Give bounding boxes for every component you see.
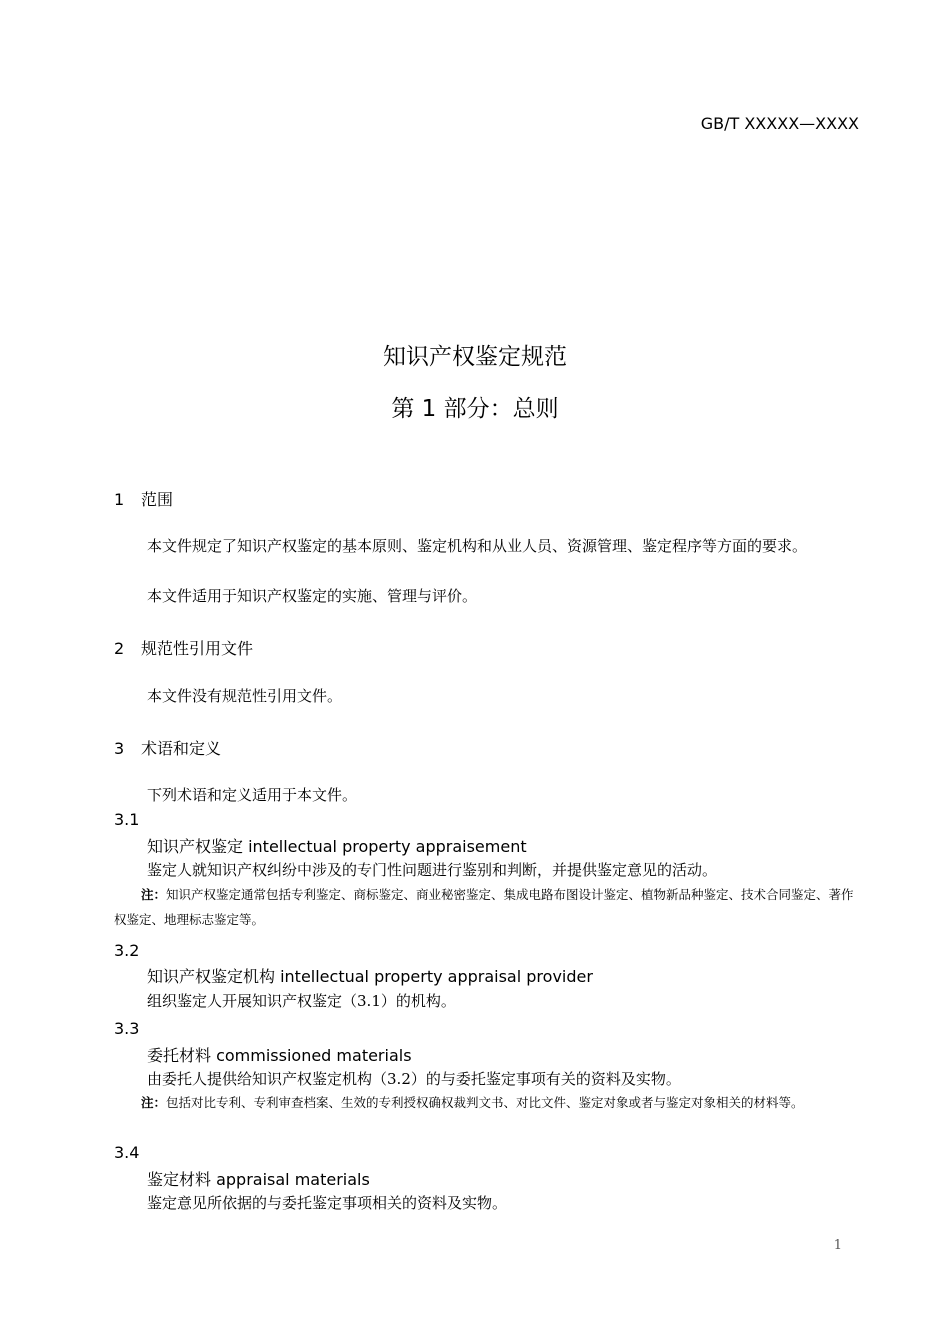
note-label: 注： [141,887,167,902]
standard-number: GB/T XXXXX—XXXX [700,114,859,133]
section-number: 2 [114,639,125,658]
section-title: 规范性引用文件 [141,639,254,658]
section-title: 术语和定义 [141,739,222,758]
paragraph: 本文件规定了知识产权鉴定的基本原则、鉴定机构和从业人员、资源管理、鉴定程序等方面的要求。 [147,537,808,555]
term-definition: 鉴定意见所依据的与委托鉴定事项相关的资料及实物。 [147,1194,508,1212]
section-title: 范围 [141,490,174,509]
term-definition: 由委托人提供给知识产权鉴定机构（3.2）的与委托鉴定事项有关的资料及实物。 [147,1070,681,1088]
section-number: 3 [114,739,125,758]
paragraph: 下列术语和定义适用于本文件。 [147,786,358,804]
term-number: 3.1 [114,810,140,829]
term-number: 3.3 [114,1019,140,1038]
document-subtitle: 第 1 部分：总则 [391,396,559,422]
section-heading-scope [114,487,173,510]
term-definition: 鉴定人就知识产权纠纷中涉及的专门性问题进行鉴别和判断，并提供鉴定意见的活动。 [147,861,718,879]
term-name: 鉴定材料 appraisal materials [147,1170,370,1189]
section-number: 1 [114,490,125,509]
section-heading-normative-references [114,636,253,659]
paragraph: 本文件适用于知识产权鉴定的实施、管理与评价。 [147,587,478,605]
note-text: 包括对比专利、专利审查档案、生效的专利授权确权裁判文书、对比文件、鉴定对象或者与鉴定对象相关的材料等。 [166,1095,804,1110]
note-label: 注： [141,1095,167,1110]
term-note [114,882,860,932]
note-text: 知识产权鉴定通常包括专利鉴定、商标鉴定、商业秘密鉴定、集成电路布图设计鉴定、植物新品种鉴定、技术合同鉴定、著作权鉴定、地理标志鉴定等。 [114,887,854,927]
term-name: 知识产权鉴定 intellectual property appraisement [147,837,527,856]
term-note [114,1090,860,1115]
paragraph: 本文件没有规范性引用文件。 [147,687,343,705]
page-number: 1 [833,1238,842,1253]
term-number: 3.2 [114,941,140,960]
term-number: 3.4 [114,1143,140,1162]
section-heading-terms [114,736,221,759]
term-definition: 组织鉴定人开展知识产权鉴定（3.1）的机构。 [147,992,456,1010]
document-title: 知识产权鉴定规范 [383,344,567,370]
term-name: 委托材料 commissioned materials [147,1046,412,1065]
term-name: 知识产权鉴定机构 intellectual property appraisal provider [147,967,593,986]
